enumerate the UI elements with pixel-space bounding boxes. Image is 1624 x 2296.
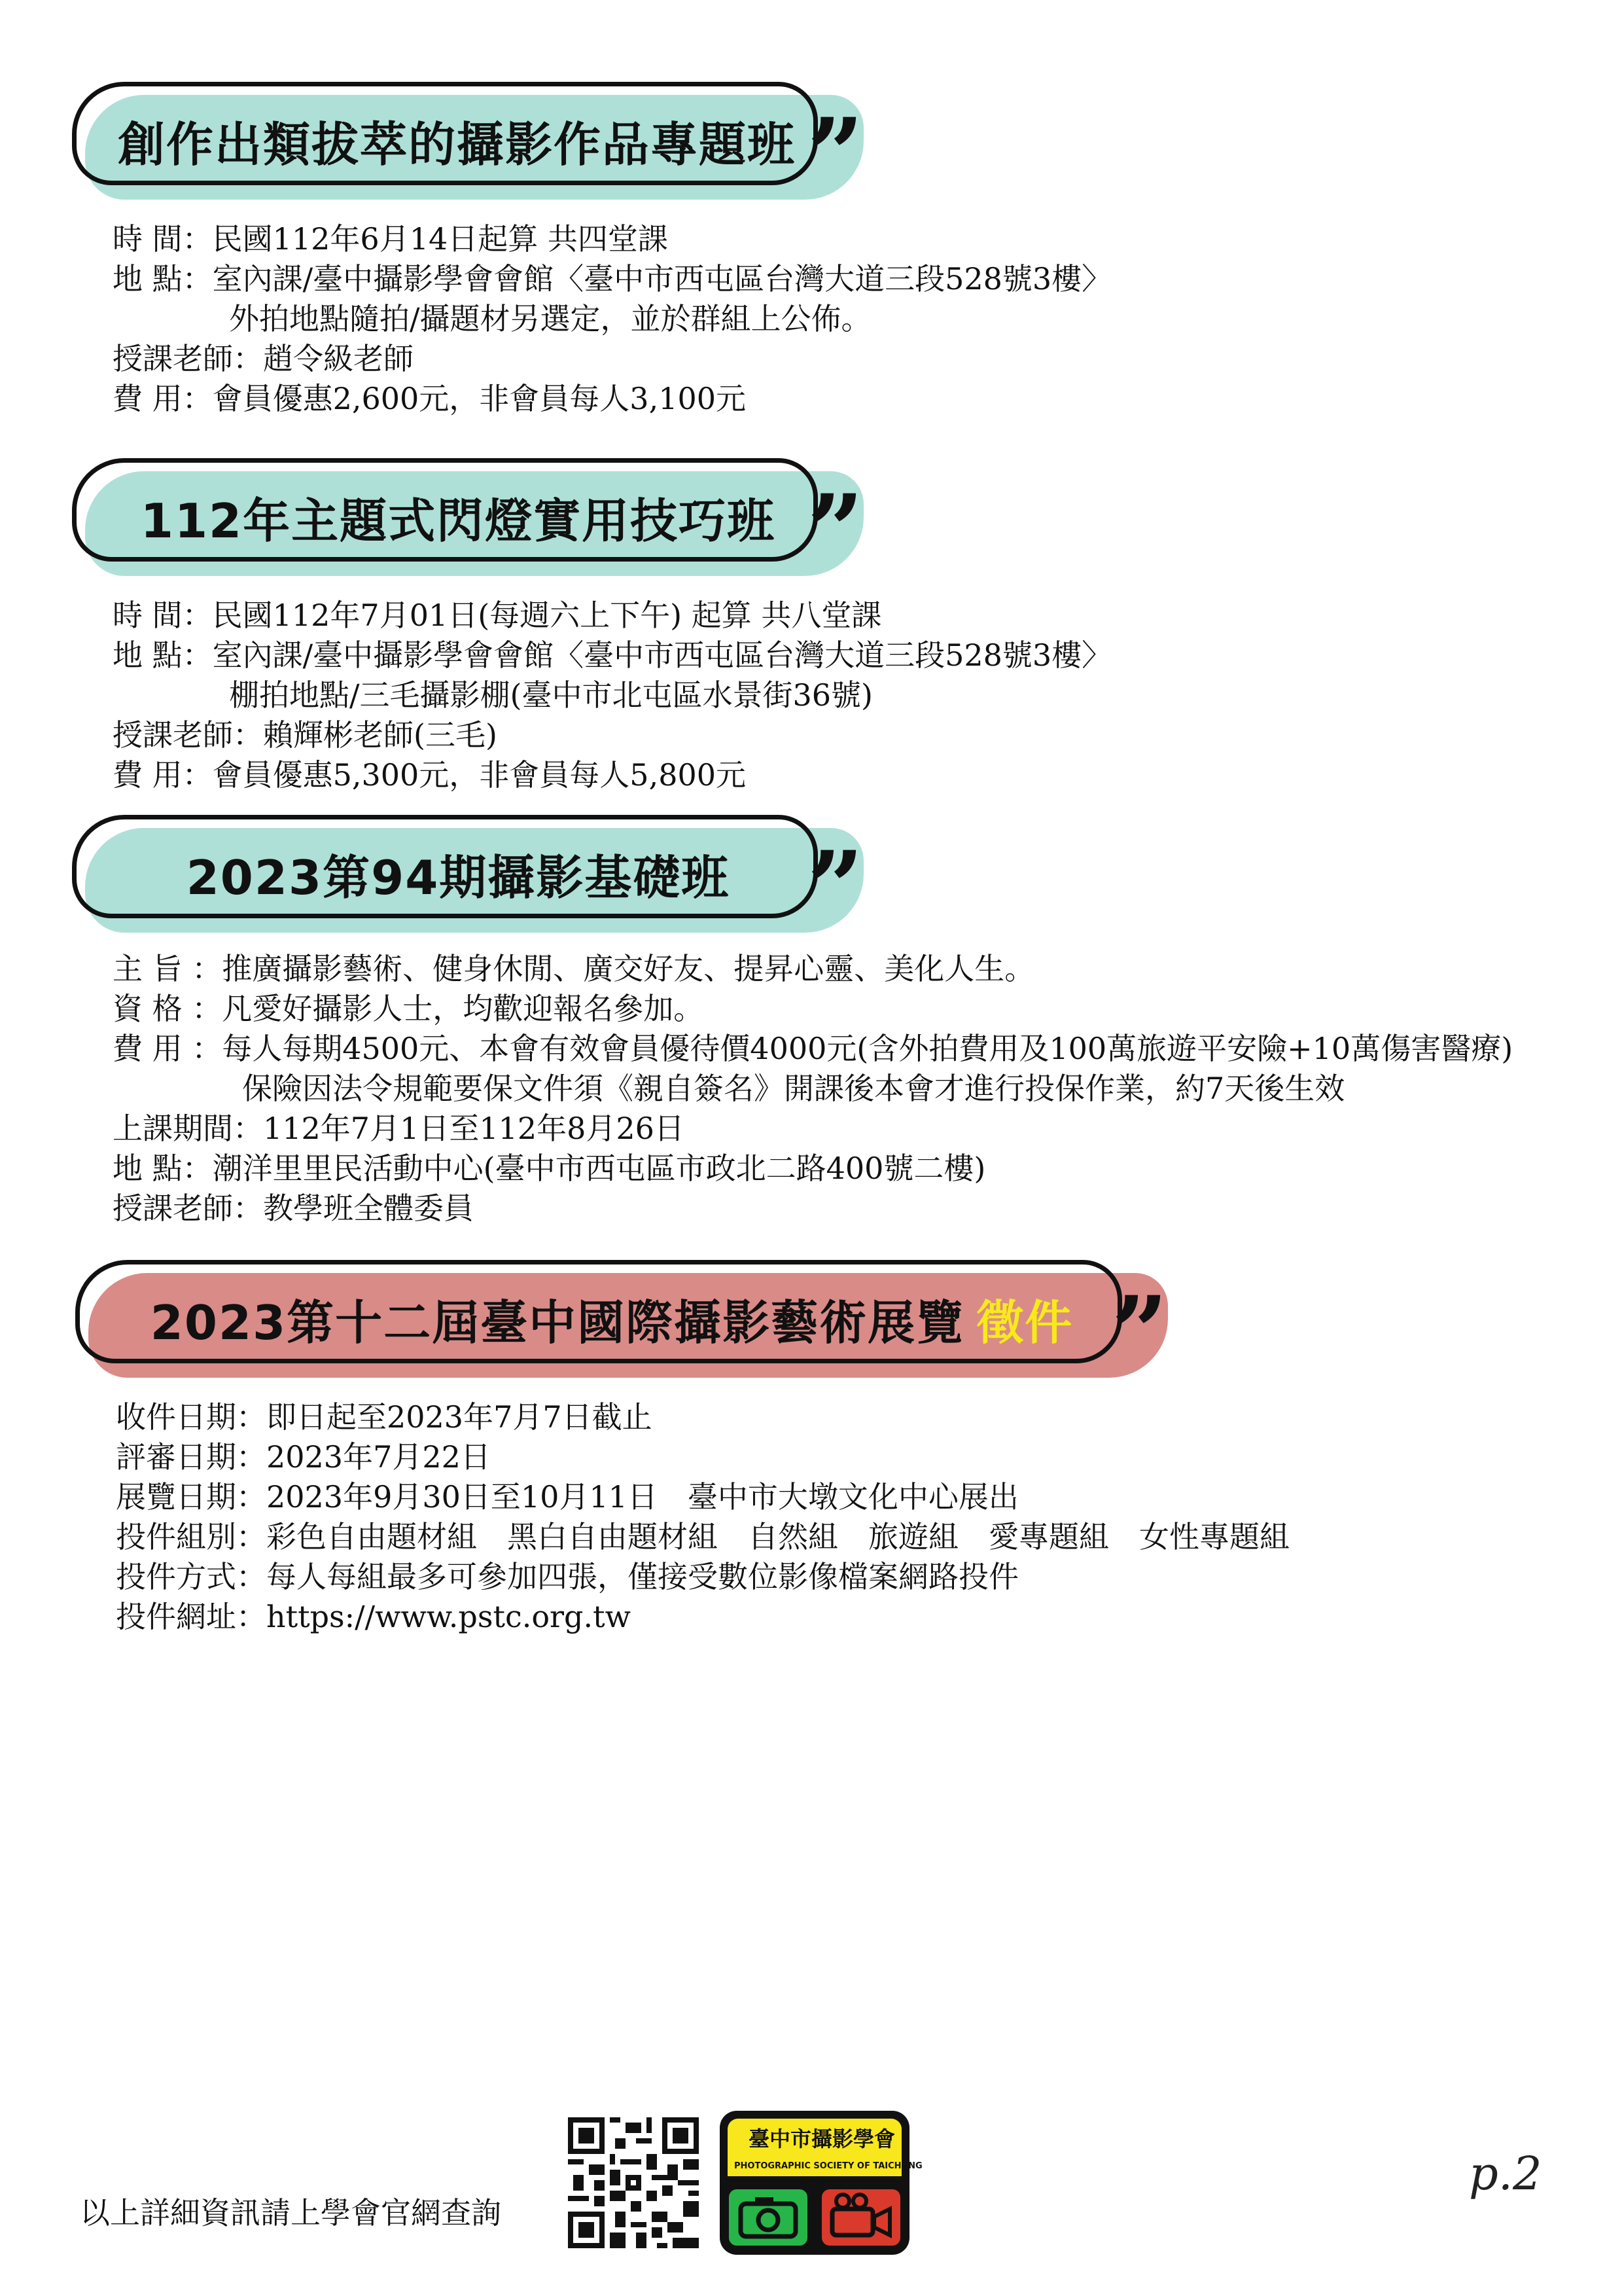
detail-line: 地 點：潮洋里里民活動中心(臺中市西屯區市政北二路400號二樓): [113, 1151, 986, 1186]
section-title: [108, 1260, 1116, 1378]
section-header-2: [72, 458, 864, 588]
section-title-text: 112年主題式閃燈實用技巧班: [140, 493, 776, 548]
detail-line: 展覽日期：2023年9月30日至10月11日 臺中市大墩文化中心展出: [116, 1479, 1019, 1515]
detail-line: 主 旨 ：推廣攝影藝術、健身休閒、廣交好友、提昇心靈、美化人生。: [113, 951, 1035, 986]
detail-line: 投件方式：每人每組最多可參加四張，僅接受數位影像檔案網路投件: [116, 1559, 1019, 1594]
section-1-details: [113, 219, 1112, 419]
quote-mark-icon: ”: [807, 473, 864, 588]
detail-line: 上課期間：112年7月1日至112年8月26日: [113, 1111, 684, 1146]
logo-english-name: PHOTOGRAPHIC SOCIETY OF TAICHUNG: [734, 2161, 923, 2171]
section-title-text: 創作出類拔萃的攝影作品專題班: [118, 117, 796, 172]
detail-line: 投件組別：彩色自由題材組 黑白自由題材組 自然組 旅遊組 愛專題組 女性專題組: [116, 1519, 1290, 1554]
detail-line: 時 間：民國112年6月14日起算 共四堂課: [113, 221, 668, 257]
detail-line: 評審日期：2023年7月22日: [116, 1439, 491, 1475]
detail-line: 時 間：民國112年7月01日(每週六上下午) 起算 共八堂課: [113, 598, 882, 633]
detail-line: 地 點：室內課/臺中攝影學會會館〈臺中市西屯區台灣大道三段528號3樓〉: [113, 261, 1112, 296]
detail-line: 棚拍地點/三毛攝影棚(臺中市北屯區水景街36號): [229, 677, 873, 713]
detail-line: 收件日期：即日起至2023年7月7日截止: [116, 1399, 652, 1435]
logo-chinese-name: 臺中市攝影學會: [748, 2126, 895, 2151]
detail-line: 保險因法令規範要保文件須《親自簽名》開課後本會才進行投保作業，約7天後生效: [242, 1071, 1345, 1106]
section-title-text: 2023第十二屆臺中國際攝影藝術展覽: [150, 1295, 965, 1350]
video-camera-icon: [822, 2189, 900, 2246]
quote-mark-icon: ”: [1111, 1275, 1168, 1390]
section-title-text: 2023第94期攝影基礎班: [186, 850, 730, 905]
section-title-highlight: 徵件: [976, 1295, 1074, 1350]
detail-line: 授課老師：趙令級老師: [113, 341, 414, 376]
section-title: [105, 82, 811, 200]
detail-line: 外拍地點隨拍/攝題材另選定，並於群組上公佈。: [229, 301, 872, 336]
section-header-1: [72, 82, 864, 212]
detail-line[interactable]: 投件網址：https://www.pstc.org.tw: [116, 1599, 631, 1634]
society-logo: [720, 2111, 923, 2255]
qr-code-icon[interactable]: [568, 2117, 699, 2248]
logo-banner: [728, 2119, 923, 2176]
detail-line: 資 格 ：凡愛好攝影人士，均歡迎報名參加。: [113, 991, 704, 1026]
section-header-4: [75, 1260, 1168, 1390]
detail-line: 費 用：會員優惠2,600元，非會員每人3,100元: [113, 381, 746, 416]
section-3-details: [113, 949, 1513, 1229]
page-number: p.2: [1469, 2147, 1542, 2200]
detail-line: 費 用：會員優惠5,300元，非會員每人5,800元: [113, 757, 746, 793]
section-header-3: [72, 815, 864, 945]
quote-mark-icon: ”: [807, 97, 864, 212]
detail-line: 費 用 ：每人每期4500元、本會有效會員優待價4000元(含外拍費用及100萬旅遊平安險+10萬傷害醫療): [113, 1031, 1513, 1066]
quote-mark-icon: ”: [807, 830, 864, 945]
detail-line: 地 點：室內課/臺中攝影學會會館〈臺中市西屯區台灣大道三段528號3樓〉: [113, 637, 1112, 673]
section-2-details: [113, 596, 1112, 795]
section-4-details: [116, 1397, 1290, 1637]
footer-note: 以上詳細資訊請上學會官網查詢: [80, 2195, 501, 2231]
section-title: [105, 458, 811, 576]
detail-line: 授課老師：賴輝彬老師(三毛): [113, 717, 497, 753]
camera-icon: [729, 2189, 807, 2246]
section-title: [105, 815, 811, 933]
detail-line: 授課老師：教學班全體委員: [113, 1191, 474, 1226]
